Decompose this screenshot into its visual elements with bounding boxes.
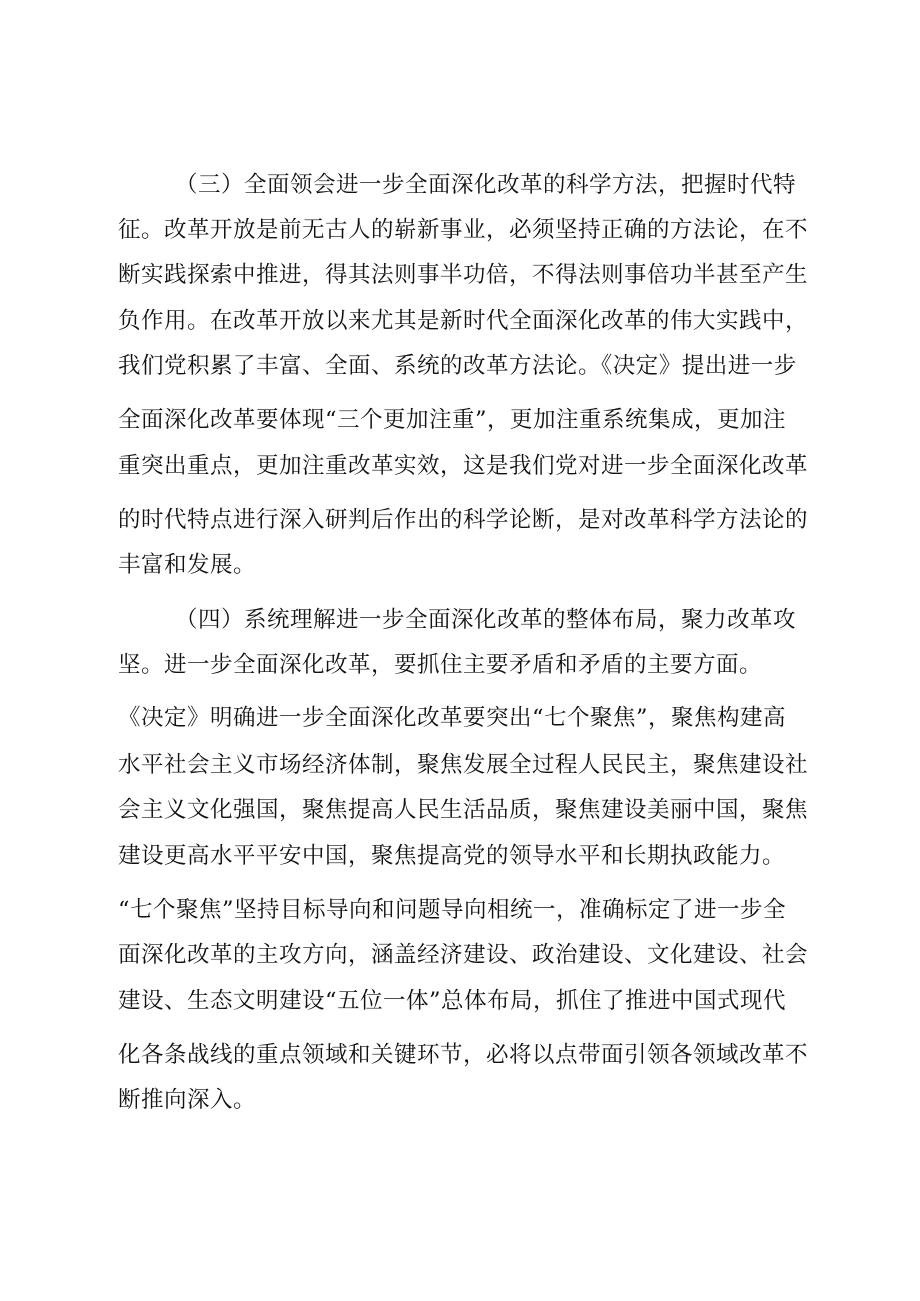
- paragraph-line: 建设更高水平平安中国，聚焦提高党的领导水平和长期执政能力。: [118, 843, 786, 869]
- paragraph-line: 会主义文化强国，聚焦提高人民生活品质，聚焦建设美丽中国，聚焦: [118, 797, 809, 823]
- paragraph-line: 负作用。在改革开放以来尤其是新时代全面深化改革的伟大实践中，: [118, 308, 809, 334]
- paragraph-line: 面深化改革的主攻方向，涵盖经济建设、政治建设、文化建设、社会: [118, 942, 809, 968]
- paragraph-line: （三）全面领会进一步全面深化改革的科学方法，把握时代特: [175, 172, 797, 198]
- paragraph-line: “七个聚焦”坚持目标导向和问题导向相统一，准确标定了进一步全: [118, 897, 787, 923]
- paragraph-line: 断推向深入。: [118, 1087, 257, 1113]
- paragraph-line: 全面深化改革要体现“三个更加注重”，更加注重系统集成，更加注: [118, 407, 787, 433]
- paragraph-line: 化各条战线的重点领域和关键环节，必将以点带面引领各领域改革不: [118, 1042, 809, 1068]
- paragraph-line: 建设、生态文明建设“五位一体”总体布局，抓住了推进中国式现代: [118, 988, 787, 1014]
- paragraph-line: 《决定》明确进一步全面深化改革要突出“七个聚焦”，聚焦构建高: [118, 705, 787, 731]
- paragraph-line: 坚。进一步全面深化改革，要抓住主要矛盾和矛盾的主要方面。: [118, 652, 763, 678]
- paragraph-line: 征。改革开放是前无古人的崭新事业，必须坚持正确的方法论，在不: [118, 217, 809, 243]
- paragraph-line: 重突出重点，更加注重改革实效，这是我们党对进一步全面深化改革: [118, 453, 809, 479]
- paragraph-line: 我们党积累了丰富、全面、系统的改革方法论。《决定》提出进一步: [118, 353, 797, 379]
- paragraph-line: 断实践探索中推进，得其法则事半功倍，不得法则事倍功半甚至产生: [118, 262, 809, 288]
- paragraph-line: 的时代特点进行深入研判后作出的科学论断，是对改革科学方法论的: [118, 507, 809, 533]
- paragraph-line: （四）系统理解进一步全面深化改革的整体布局，聚力改革攻: [175, 607, 797, 633]
- paragraph-line: 丰富和发展。: [118, 552, 257, 578]
- paragraph-line: 水平社会主义市场经济体制，聚焦发展全过程人民民主，聚焦建设社: [118, 752, 809, 778]
